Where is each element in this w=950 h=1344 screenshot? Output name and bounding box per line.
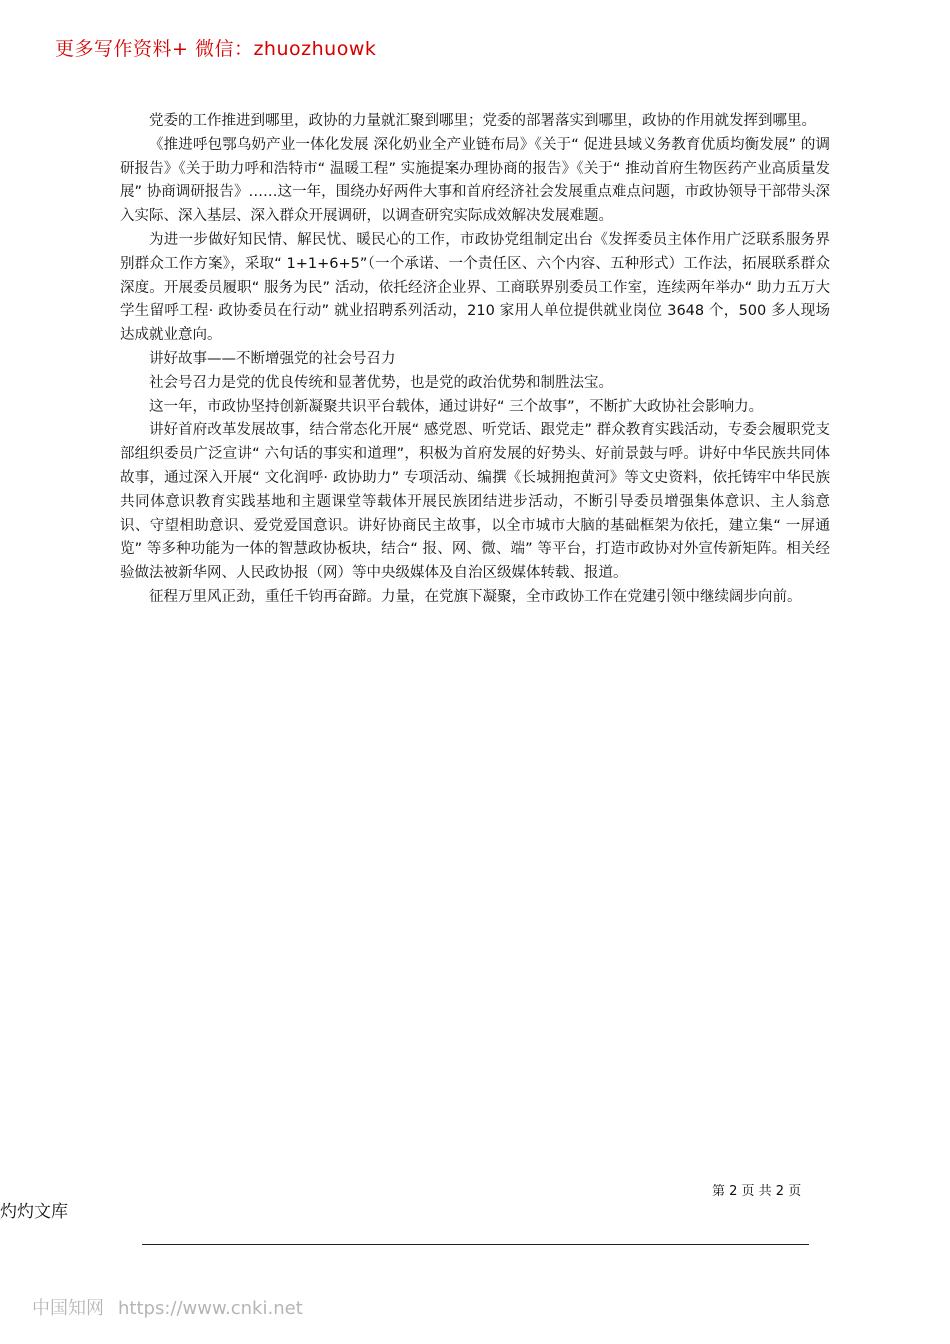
footer-brand: 灼灼文库 [0,1202,68,1222]
section-heading: 讲好故事——不断增强党的社会号召力 [149,350,396,367]
paragraph: 这一年，市政协坚持创新凝聚共识平台载体，通过讲好“ 三个故事”，不断扩大政协社会影响力。 [149,398,764,415]
page-number: 第 2 页 共 2 页 [712,1184,802,1199]
watermark [32,1294,303,1320]
paragraph: 党委的工作推进到哪里，政协的力量就汇聚到哪里；党委的部署落实到哪里，政协的作用就发挥到哪里。 [149,113,816,129]
footer-divider [142,1244,809,1245]
paragraph: 为进一步做好知民情、解民忧、暖民心的工作，市政协党组制定出台《发挥委员主体作用广泛联系服务界别群众工作方案》，采取“ 1+1+6+5”（一个承诺、一个责任区、六个内容、五种形式）工作法，拓展联系群众深度。开展委员履职“ 服务为民” 活动，依托经济企业界、工商联界别委员工作室，连续两年举办“ 助力五万大学生留呼工程· 政协委员在行动” 就业招聘系列活动，210 家用人单位提供就业岗位 3648 个，500 多人现场达成就业意向。 [120,231,830,344]
watermark-site-name: 中国知网 [32,1298,104,1319]
paragraph: 讲好首府改革发展故事，结合常态化开展“ 感党恩、听党话、跟党走” 群众教育实践活动，专委会履职党支部组织委员广泛宣讲“ 六句话的事实和道理”，积极为首府发展的好势头、好前景鼓与呼。讲好中华民族共同体故事，通过深入开展“ 文化润呼· 政协助力” 专项活动、编撰《长城拥抱黄河》等文史资料，依托铸牢中华民族共同体意识教育实践基地和主题课堂等载体开展民族团结进步活动，不断引导委员增强集体意识、主人翁意识、守望相助意识、爱党爱国意识。讲好协商民主故事，以全市城市大脑的基础框架为依托，建立集“ 一屏通览” 等多种功能为一体的智慧政协板块，结合“ 报、网、微、端” 等平台，打造市政协对外宣传新矩阵。相关经验做法被新华网、人民政协报（网）等中央级媒体及自治区级媒体转载、报道。 [120,422,830,582]
paragraph: 社会号召力是党的优良传统和显著优势，也是党的政治优势和制胜法宝。 [149,374,613,391]
paragraph: 征程万里风正劲，重任千钧再奋蹄。力量，在党旗下凝聚，全市政协工作在党建引领中继续阔步向前。 [149,588,802,605]
watermark-url: https://www.cnki.net [118,1298,303,1319]
promo-contact-text: 更多写作资料+ 微信：zhuozhuowk [55,38,377,60]
paragraph: 《推进呼包鄂乌奶产业一体化发展 深化奶业全产业链布局》《关于“ 促进县域义务教育优质均衡发展” 的调研报告》《关于助力呼和浩特市“ 温暖工程” 实施提案办理协商的报告》《关于“ 推动首府生物医药产业高质量发展” 协商调研报告》……这一年，围绕办好两件大事和首府经济社会发展重点难点问题，市政协领导干部带头深入实际、深入基层、深入群众开展调研，以调查研究实际成效解决发展难题。 [120,136,830,225]
article-body [120,110,830,610]
